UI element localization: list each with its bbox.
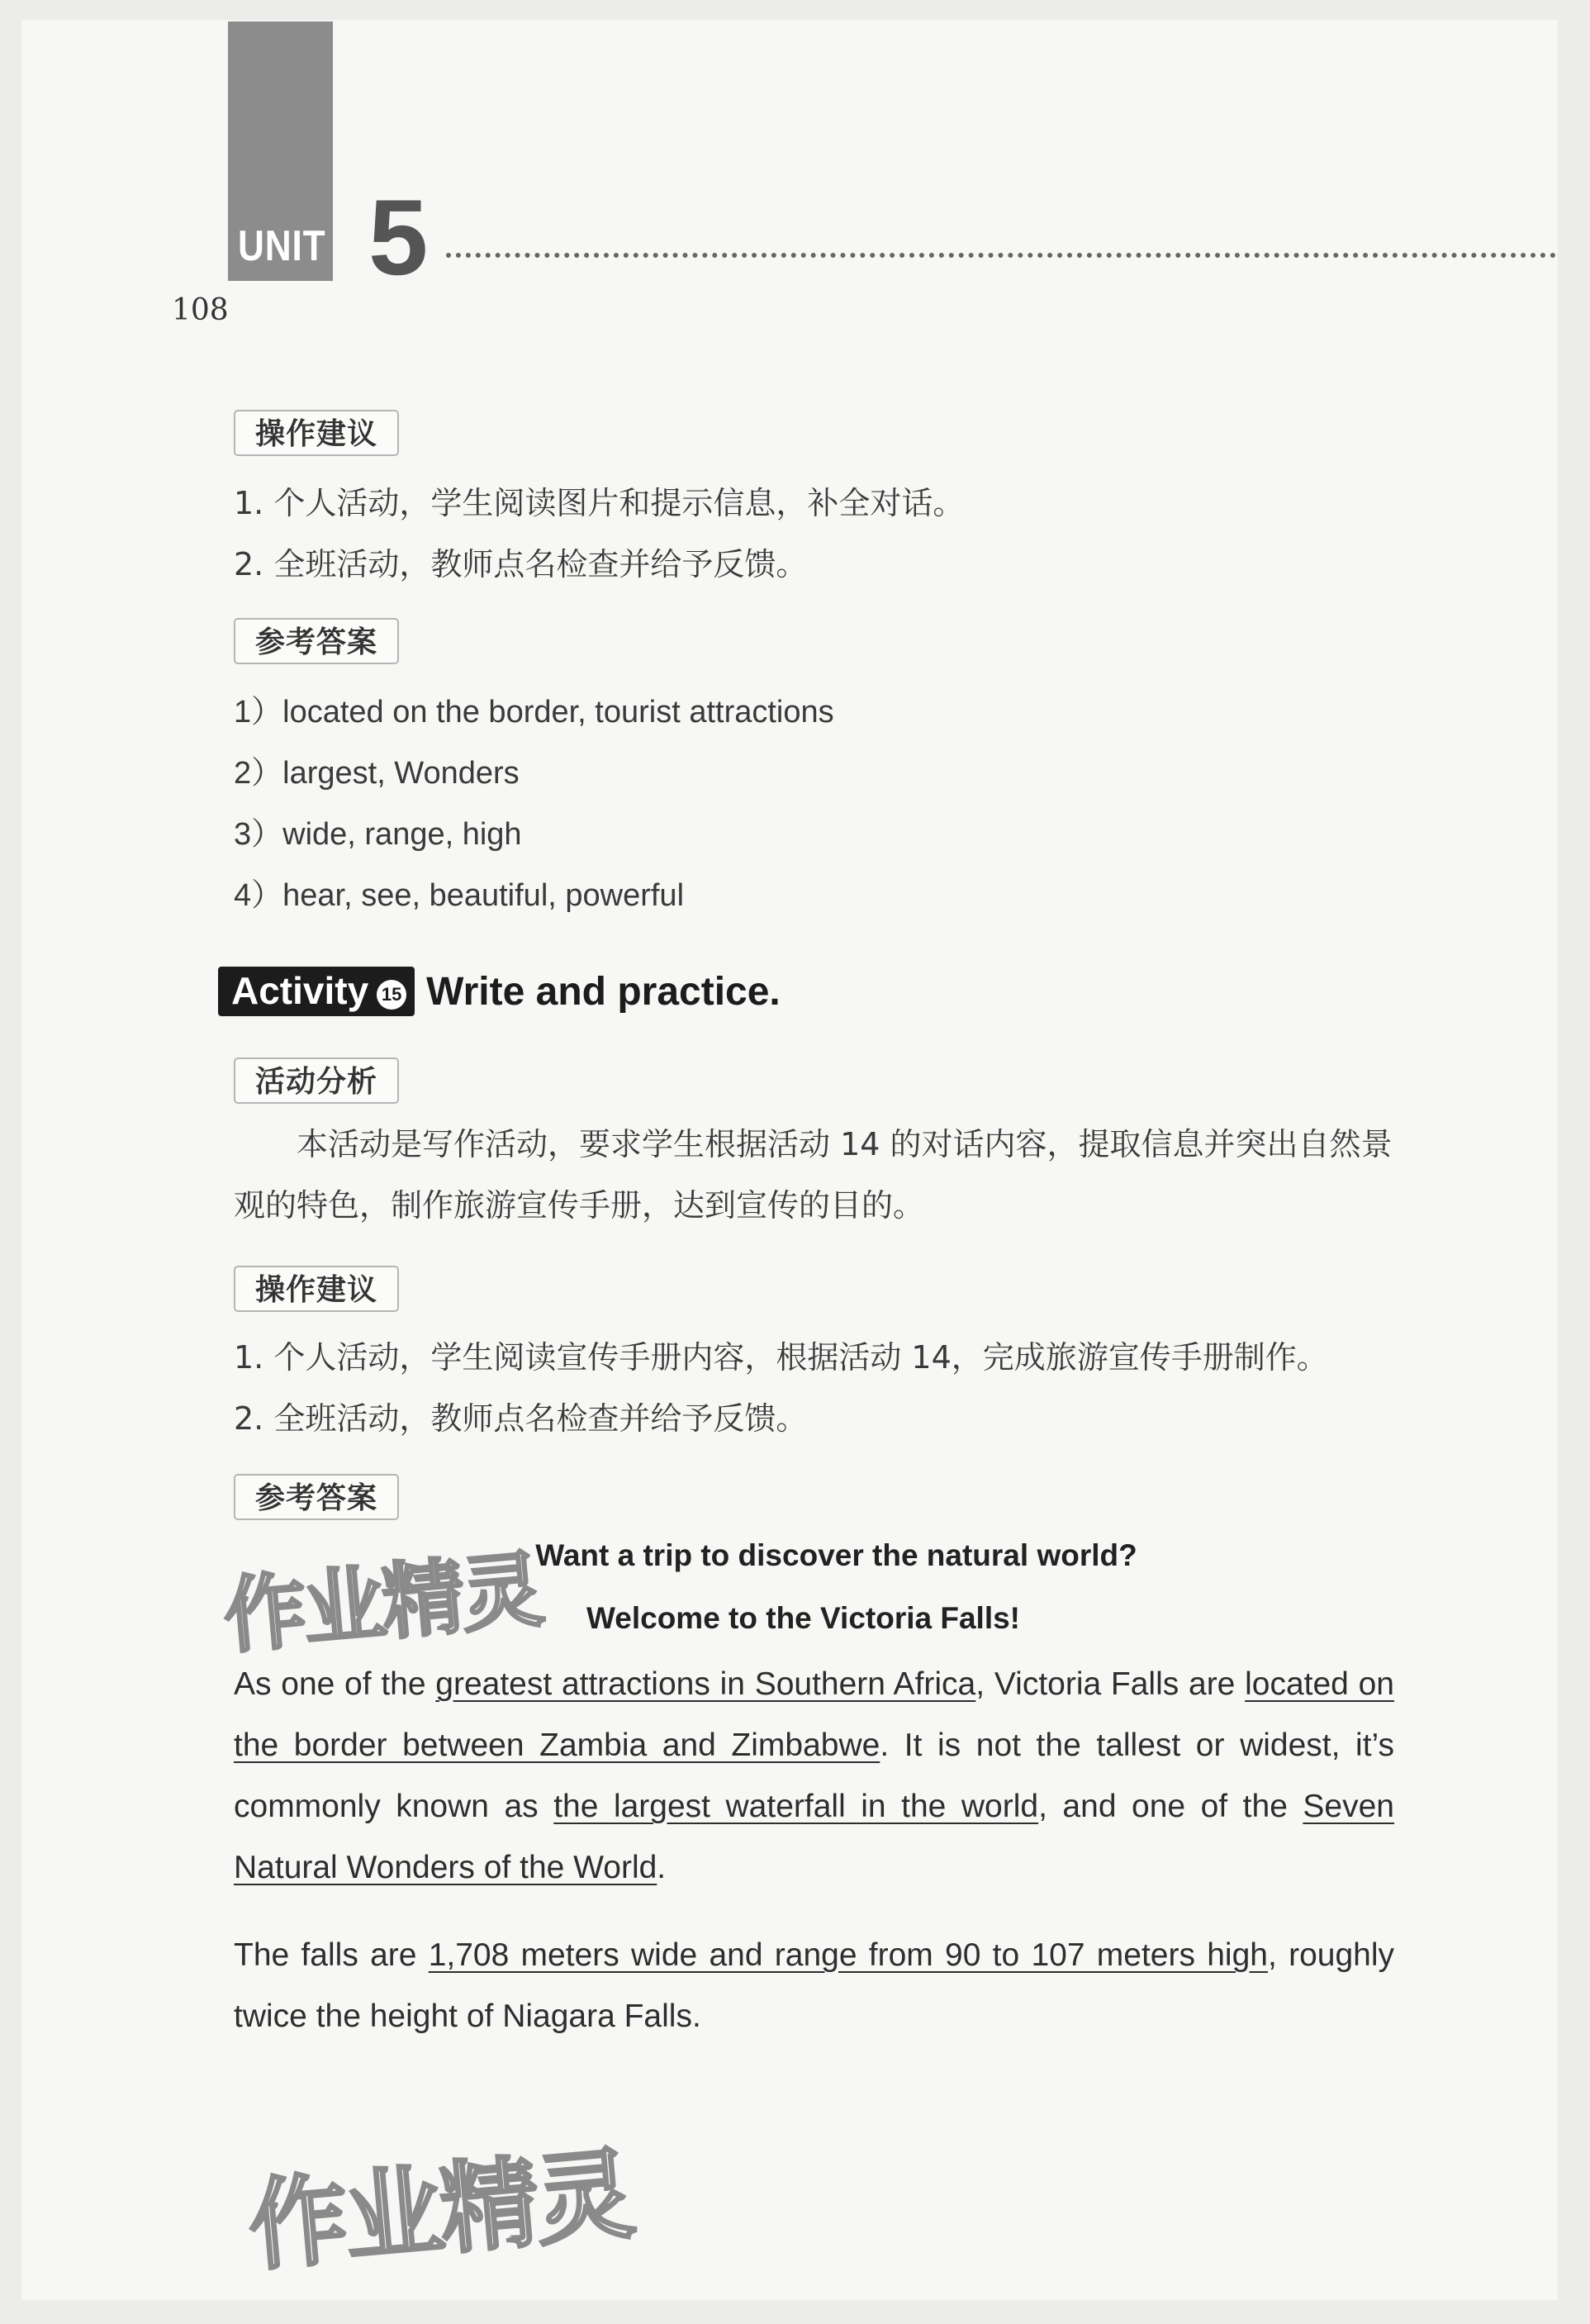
underlined-answer: Seven Natural Wonders of the World <box>234 1789 1394 1885</box>
text-run: , and one of the <box>1038 1789 1303 1824</box>
essay-paragraph-1 <box>234 1654 1394 1899</box>
text-run: , Victoria Falls are <box>975 1666 1246 1702</box>
activity-badge <box>218 967 415 1016</box>
text-run: . It is not the tallest or widest, it’s commonly known as <box>234 1728 1394 1824</box>
activity-title: Write and practice. <box>426 969 781 1014</box>
list-item: 1. 个人活动，学生阅读图片和提示信息，补全对话。 <box>234 485 965 521</box>
activity-heading <box>218 967 781 1016</box>
activity-number: 15 <box>377 980 406 1010</box>
analysis-text: 本活动是写作活动，要求学生根据活动 14 的对话内容，提取信息并突出自然景观的特色，制作旅游宣传手册，达到宣传的目的。 <box>234 1126 1393 1224</box>
tag-reference-answer: 参考答案 <box>234 618 399 664</box>
unit-number: 5 <box>368 177 429 297</box>
answer-item: 1）located on the border, tourist attractions <box>234 695 834 730</box>
page-number: 108 <box>172 293 229 327</box>
tag-reference-answer: 参考答案 <box>234 1474 399 1520</box>
activity-label: Activity <box>231 969 369 1012</box>
answer-item: 2）largest, Wonders <box>234 756 520 791</box>
text-run: As one of the <box>234 1666 436 1702</box>
answer-item: 4）hear, see, beautiful, powerful <box>234 878 685 913</box>
text-run: The falls are <box>234 1937 429 1973</box>
text-run: , roughly twice the height of Niagara Falls. <box>234 1937 1394 2034</box>
essay-paragraph-2 <box>234 1925 1394 2047</box>
underlined-answer: the largest waterfall in the world <box>553 1789 1039 1824</box>
unit-label: UNIT <box>238 222 326 270</box>
watermark: 作业精灵 <box>220 1541 545 1666</box>
underlined-answer: 1,708 meters wide and range from 90 to 107 meters high <box>428 1937 1268 1973</box>
watermark: 作业精灵 <box>244 2137 637 2285</box>
brochure-subtitle: Welcome to the Victoria Falls! <box>586 1601 1020 1635</box>
dotted-rule <box>446 253 1556 258</box>
list-item: 1. 个人活动，学生阅读宣传手册内容，根据活动 14，完成旅游宣传手册制作。 <box>234 1339 1328 1376</box>
tag-activity-analysis: 活动分析 <box>234 1057 399 1104</box>
tag-operation-suggestion: 操作建议 <box>234 410 399 456</box>
list-item: 2. 全班活动，教师点名检查并给予反馈。 <box>234 1400 808 1437</box>
tag-operation-suggestion: 操作建议 <box>234 1266 399 1312</box>
underlined-answer: located on the border between Zambia and Zimbabwe <box>234 1666 1394 1763</box>
brochure-title: Want a trip to discover the natural world? <box>535 1538 1137 1572</box>
answer-item: 3）wide, range, high <box>234 817 522 852</box>
list-item: 2. 全班活动，教师点名检查并给予反馈。 <box>234 546 808 582</box>
underlined-answer: greatest attractions in Southern Africa <box>435 1666 976 1702</box>
text-run: . <box>657 1850 667 1885</box>
